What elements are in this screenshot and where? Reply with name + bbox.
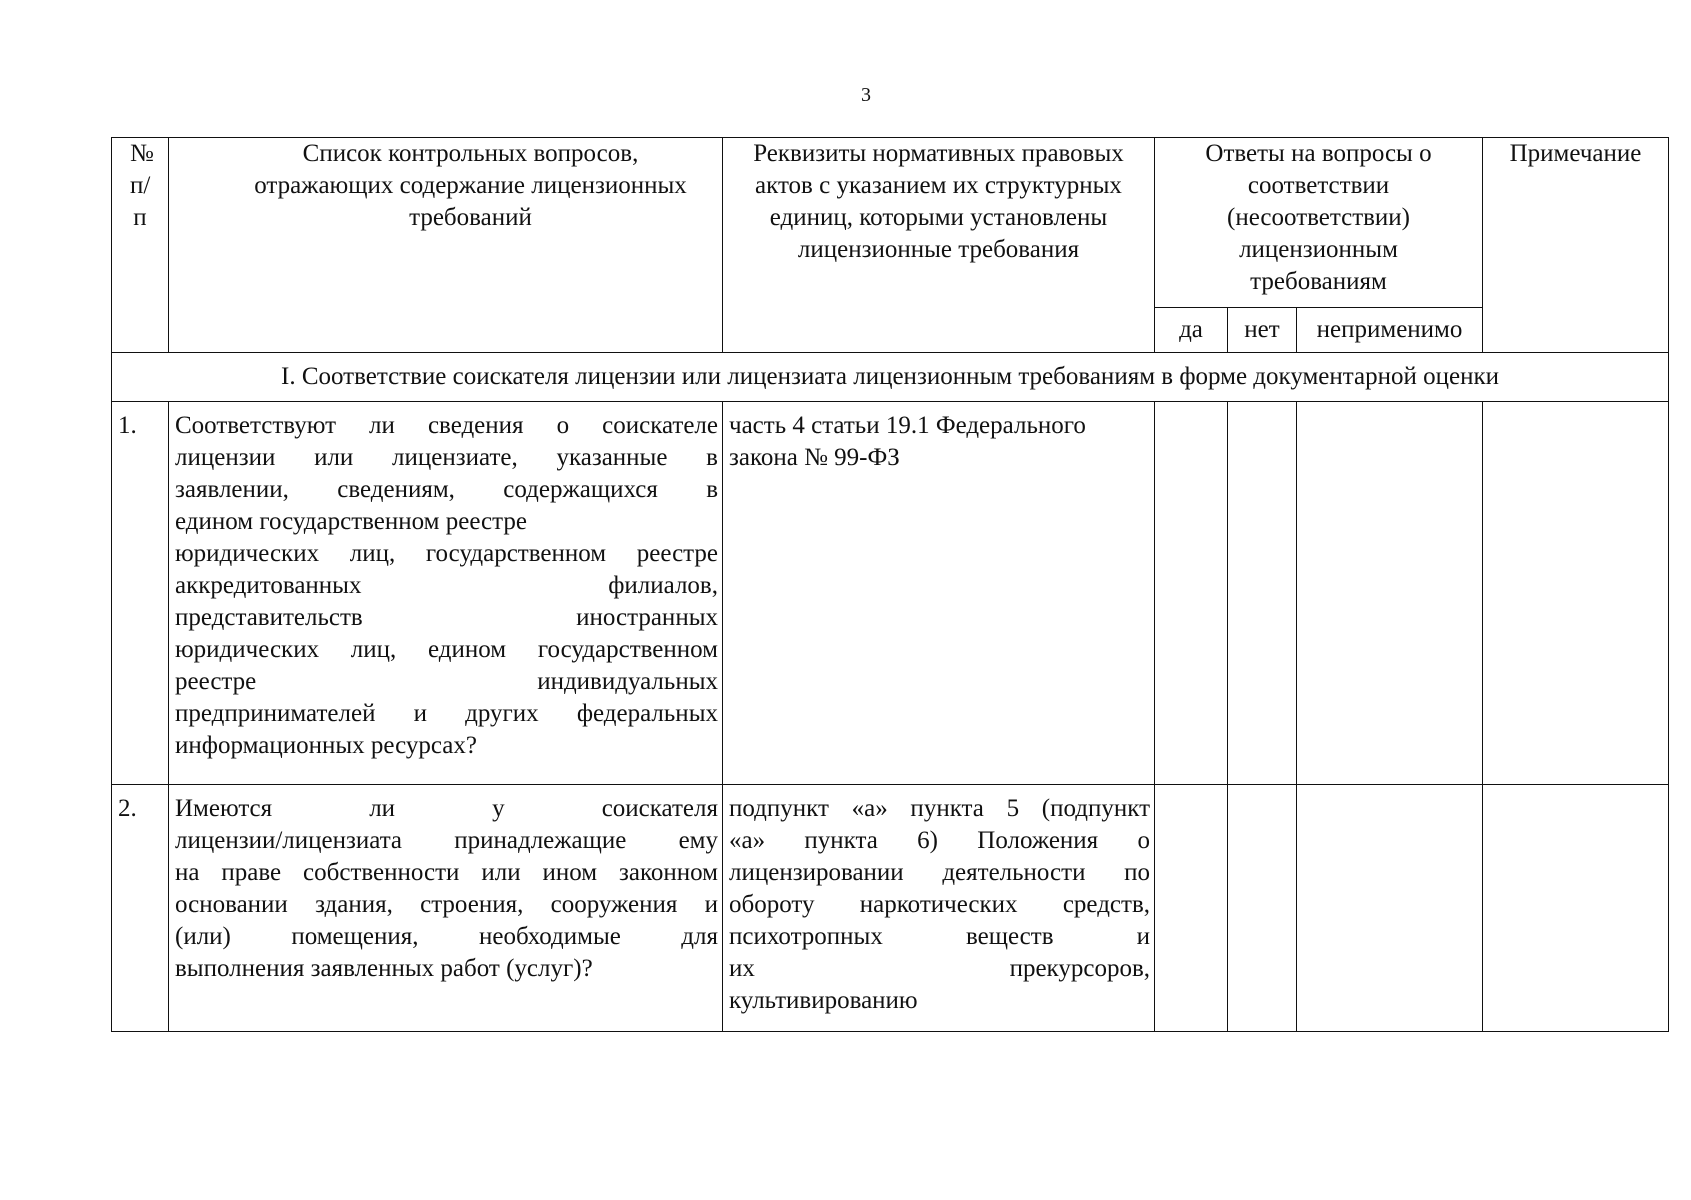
question-cell	[169, 785, 723, 1032]
question-line: информационных ресурсах?	[175, 732, 477, 759]
question-line: на праве собственности или ином законном	[175, 859, 718, 886]
question-line: реестре индивидуальных	[175, 668, 718, 695]
answer-yes-cell[interactable]	[1155, 785, 1228, 1032]
row-number: 2.	[112, 785, 169, 1032]
table-row	[112, 402, 1669, 785]
reference-line: обороту наркотических средств,	[729, 891, 1150, 918]
question-line: предпринимателей и других федеральных	[175, 700, 718, 727]
table-row	[112, 785, 1669, 1032]
question-line: заявлении, сведениям, содержащихся в	[175, 476, 718, 503]
header-answer-no: нет	[1228, 308, 1297, 353]
header-number: № п/п	[112, 138, 169, 353]
reference-line: подпункт «а» пункта 5 (подпункт	[729, 795, 1150, 822]
header-answer-yes: да	[1155, 308, 1228, 353]
note-cell[interactable]	[1483, 785, 1669, 1032]
reference-cell	[723, 402, 1155, 785]
question-line: представительств иностранных	[175, 604, 718, 631]
header-row	[112, 138, 1669, 308]
question-line: юридических лиц, государственном реестре	[175, 540, 718, 567]
question-line: выполнения заявленных работ (услуг)?	[175, 955, 593, 982]
section-title: I. Соответствие соискателя лицензии или лицензиата лицензионным требованиям в форме документарной оценки	[112, 353, 1669, 402]
answer-yes-cell[interactable]	[1155, 402, 1228, 785]
reference-line: «а» пункта 6) Положения о	[729, 827, 1150, 854]
question-line: аккредитованных филиалов,	[175, 572, 718, 599]
header-questions: Список контрольных вопросов, отражающих содержание лицензионных требований	[169, 138, 723, 353]
question-line: лицензии/лицензиата принадлежащие ему	[175, 827, 718, 854]
question-line: основании здания, строения, сооружения и	[175, 891, 718, 918]
answer-no-cell[interactable]	[1228, 402, 1297, 785]
reference-line: лицензировании деятельности по	[729, 859, 1150, 886]
header-answer-na: неприменимо	[1297, 308, 1483, 353]
question-line: лицензии или лицензиате, указанные в	[175, 444, 718, 471]
row-number: 1.	[112, 402, 169, 785]
section-row	[112, 353, 1669, 402]
reference-line: психотропных веществ и	[729, 923, 1150, 950]
question-line: Соответствуют ли сведения о соискателе	[175, 412, 718, 439]
answer-na-cell[interactable]	[1297, 785, 1483, 1032]
answer-no-cell[interactable]	[1228, 785, 1297, 1032]
question-line: Имеются ли у соискателя	[175, 795, 718, 822]
reference-line: культивированию	[729, 987, 918, 1014]
page-number: 3	[861, 84, 871, 106]
reference-cell	[723, 785, 1155, 1032]
question-line: (или) помещения, необходимые для	[175, 923, 718, 950]
header-answers: Ответы на вопросы о соответствии (несоответствии) лицензионным требованиям	[1155, 138, 1483, 308]
header-references: Реквизиты нормативных правовых актов с указанием их структурных единиц, которыми установлены лицензионные требования	[723, 138, 1155, 353]
checklist-table	[111, 137, 1669, 1032]
reference-line: закона № 99-ФЗ	[729, 444, 900, 471]
reference-line: часть 4 статьи 19.1 Федерального	[729, 412, 1086, 439]
question-line: едином государственном реестре	[175, 508, 527, 535]
note-cell[interactable]	[1483, 402, 1669, 785]
header-note: Примечание	[1483, 138, 1669, 353]
answer-na-cell[interactable]	[1297, 402, 1483, 785]
reference-line: их прекурсоров,	[729, 955, 1150, 982]
question-line: юридических лиц, едином государственном	[175, 636, 718, 663]
question-cell	[169, 402, 723, 785]
